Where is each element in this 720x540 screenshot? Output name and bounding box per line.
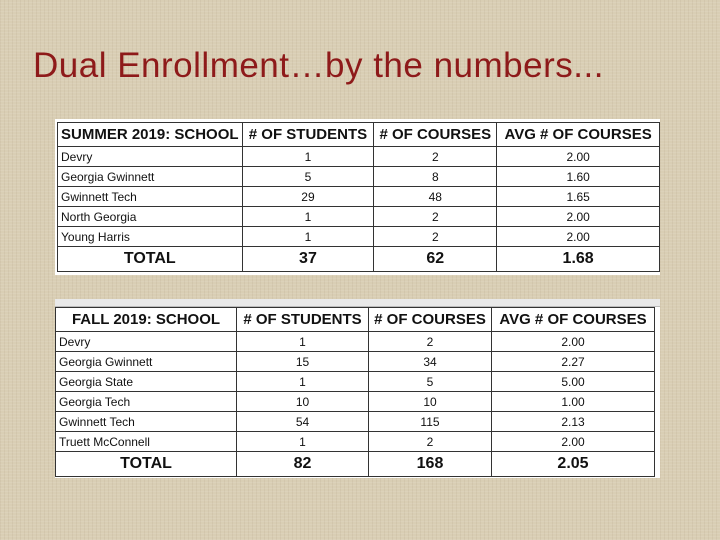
column-header: SUMMER 2019: SCHOOL xyxy=(58,123,243,147)
school-name: Gwinnett Tech xyxy=(58,187,243,207)
cell-value: 115 xyxy=(369,412,492,432)
cell-value: 2.00 xyxy=(492,432,655,452)
cell-value: 10 xyxy=(237,392,369,412)
total-cell: 62 xyxy=(374,247,497,272)
cell-value: 2 xyxy=(369,432,492,452)
cell-value: 2.27 xyxy=(492,352,655,372)
school-name: Gwinnett Tech xyxy=(56,412,237,432)
total-cell: 1.68 xyxy=(497,247,660,272)
cell-value: 1.65 xyxy=(497,187,660,207)
cell-value: 1 xyxy=(237,332,369,352)
cell-value: 2 xyxy=(374,227,497,247)
school-name: Young Harris xyxy=(58,227,243,247)
table-row xyxy=(56,352,655,372)
cell-value: 5 xyxy=(369,372,492,392)
table-row xyxy=(56,372,655,392)
total-row xyxy=(58,247,660,272)
header-row xyxy=(56,308,655,332)
school-name: Georgia Gwinnett xyxy=(56,352,237,372)
header-row xyxy=(58,123,660,147)
school-name: Georgia Gwinnett xyxy=(58,167,243,187)
total-cell: TOTAL xyxy=(58,247,243,272)
column-header: AVG # OF COURSES xyxy=(497,123,660,147)
cell-value: 1 xyxy=(242,147,374,167)
school-name: Truett McConnell xyxy=(56,432,237,452)
table-row xyxy=(56,412,655,432)
total-cell: 168 xyxy=(369,452,492,477)
table-row xyxy=(58,227,660,247)
cell-value: 54 xyxy=(237,412,369,432)
school-name: Georgia Tech xyxy=(56,392,237,412)
total-row xyxy=(56,452,655,477)
table-row xyxy=(56,432,655,452)
total-cell: TOTAL xyxy=(56,452,237,477)
cell-value: 2.00 xyxy=(492,332,655,352)
total-cell: 2.05 xyxy=(492,452,655,477)
cell-value: 29 xyxy=(242,187,374,207)
table-row xyxy=(58,167,660,187)
cell-value: 2 xyxy=(374,207,497,227)
column-header: # OF COURSES xyxy=(374,123,497,147)
spreadsheet-strip xyxy=(55,299,660,307)
column-header: AVG # OF COURSES xyxy=(492,308,655,332)
school-name: Devry xyxy=(58,147,243,167)
slide-title: Dual Enrollment…by the numbers... xyxy=(33,46,604,85)
table-row xyxy=(58,207,660,227)
total-cell: 82 xyxy=(237,452,369,477)
table-row xyxy=(56,332,655,352)
cell-value: 2.00 xyxy=(497,227,660,247)
column-header: # OF STUDENTS xyxy=(237,308,369,332)
cell-value: 1 xyxy=(237,372,369,392)
cell-value: 5.00 xyxy=(492,372,655,392)
cell-value: 15 xyxy=(237,352,369,372)
cell-value: 5 xyxy=(242,167,374,187)
cell-value: 10 xyxy=(369,392,492,412)
total-cell: 37 xyxy=(242,247,374,272)
column-header: # OF COURSES xyxy=(369,308,492,332)
cell-value: 8 xyxy=(374,167,497,187)
cell-value: 2.00 xyxy=(497,147,660,167)
cell-value: 2.13 xyxy=(492,412,655,432)
school-name: North Georgia xyxy=(58,207,243,227)
cell-value: 2.00 xyxy=(497,207,660,227)
fall-2019-table xyxy=(55,299,660,478)
cell-value: 1.60 xyxy=(497,167,660,187)
cell-value: 1.00 xyxy=(492,392,655,412)
cell-value: 1 xyxy=(242,227,374,247)
cell-value: 2 xyxy=(374,147,497,167)
cell-value: 48 xyxy=(374,187,497,207)
table-row xyxy=(56,392,655,412)
column-header: # OF STUDENTS xyxy=(242,123,374,147)
school-name: Georgia State xyxy=(56,372,237,392)
table-row xyxy=(58,187,660,207)
cell-value: 1 xyxy=(242,207,374,227)
cell-value: 2 xyxy=(369,332,492,352)
column-header: FALL 2019: SCHOOL xyxy=(56,308,237,332)
school-name: Devry xyxy=(56,332,237,352)
cell-value: 1 xyxy=(237,432,369,452)
table-row xyxy=(58,147,660,167)
summer-2019-table xyxy=(55,119,660,275)
cell-value: 34 xyxy=(369,352,492,372)
